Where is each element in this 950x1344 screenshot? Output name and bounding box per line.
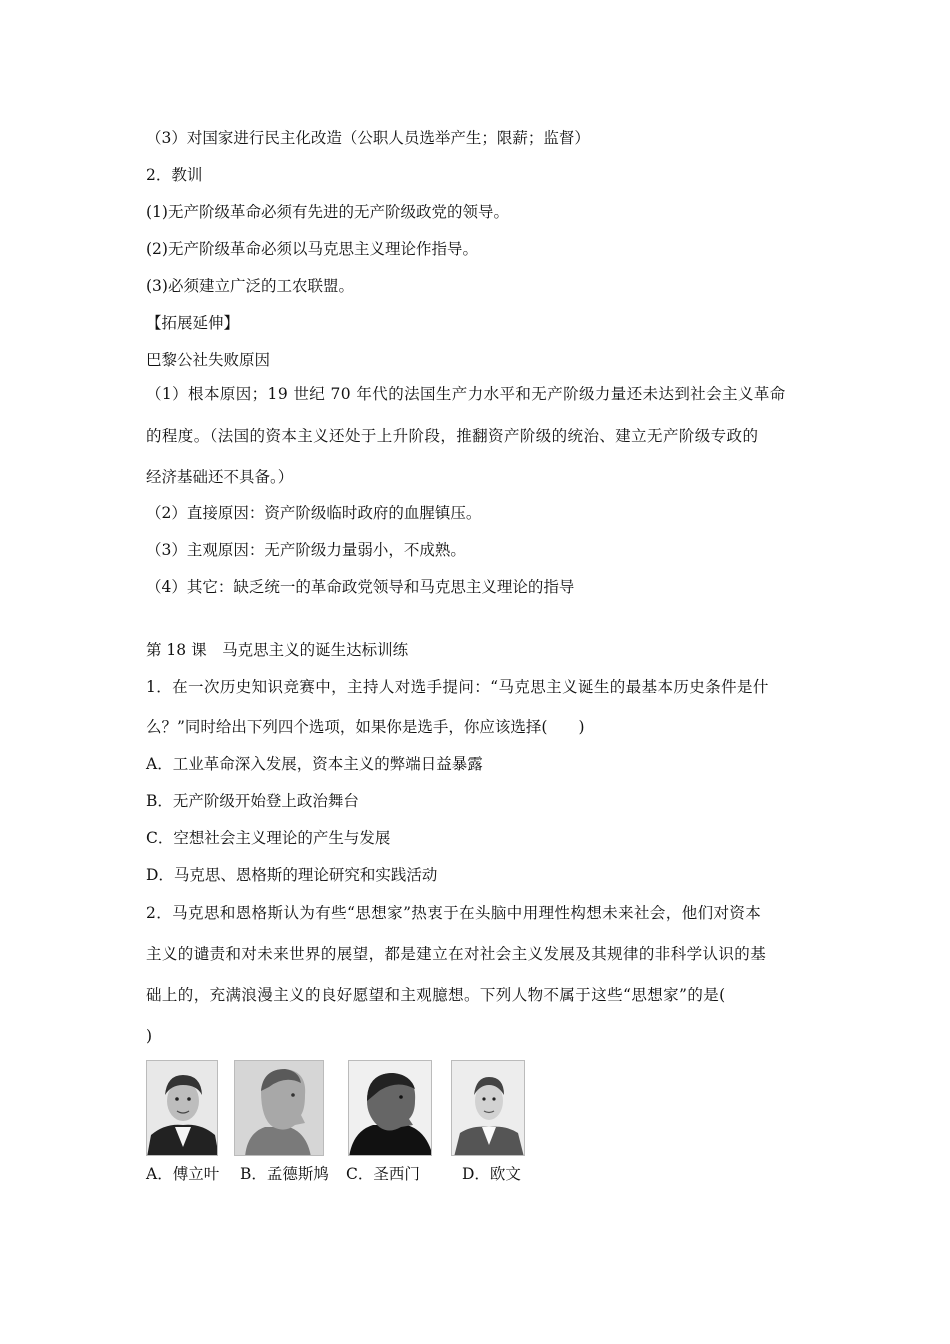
text-line: （4）其它：缺乏统一的革命政党领导和马克思主义理论的指导 [146,578,575,596]
text-line: (2)无产阶级革命必须以马克思主义理论作指导。 [146,240,478,258]
text-line: （1）根本原因；19 世纪 70 年代的法国生产力水平和无产阶级力量还未达到社会主义革命 [146,385,786,403]
question-1-option-b: B．无产阶级开始登上政治舞台 [146,792,359,810]
question-2-option-a: A．傅立叶 [146,1165,220,1183]
question-1-option-d: D．马克思、恩格斯的理论研究和实践活动 [146,866,438,884]
text-line: （3）主观原因：无产阶级力量弱小，不成熟。 [146,541,466,559]
question-2-text: 主义的谴责和对未来世界的展望，都是建立在对社会主义发展及其规律的非科学认识的基 [146,945,767,963]
question-2-option-c: C．圣西门 [346,1165,420,1183]
exercise-title: 第 18 课 马克思主义的诞生达标训练 [146,641,409,659]
portrait-image-d [451,1060,525,1156]
text-line: 经济基础还不具备。） [146,468,294,486]
section-heading: 【拓展延伸】 [146,314,240,332]
text-line: 的程度。（法国的资本主义还处于上升阶段，推翻资产阶级的统治、建立无产阶级专政的 [146,427,759,445]
text-line: 巴黎公社失败原因 [146,351,271,369]
question-2-text: 础上的，充满浪漫主义的良好愿望和主观臆想。下列人物不属于这些“思想家”的是( [146,986,726,1004]
question-2-text: ) [146,1027,153,1045]
question-2-option-b: B．孟德斯鸠 [240,1165,329,1183]
question-1-option-a: A．工业革命深入发展，资本主义的弊端日益暴露 [146,755,483,773]
text-line: 2．教训 [146,166,203,184]
text-line: (3)必须建立广泛的工农联盟。 [146,277,354,295]
text-line: （3）对国家进行民主化改造（公职人员选举产生；限薪；监督） [146,129,590,147]
question-2-text: 2．马克思和恩格斯认为有些“思想家”热衷于在头脑中用理性构想未来社会，他们对资本 [146,904,762,922]
portrait-image-a [146,1060,218,1156]
question-1-text: 1．在一次历史知识竞赛中，主持人对选手提问：“马克思主义诞生的最基本历史条件是什 [146,678,769,696]
text-line: （2）直接原因：资产阶级临时政府的血腥镇压。 [146,504,482,522]
question-2-option-d: D．欧文 [462,1165,521,1183]
question-1-option-c: C．空想社会主义理论的产生与发展 [146,829,391,847]
portrait-image-b [234,1060,324,1156]
question-1-text: 么？”同时给出下列四个选项，如果你是选手，你应该选择( ) [146,718,585,736]
text-line: (1)无产阶级革命必须有先进的无产阶级政党的领导。 [146,203,509,221]
portrait-image-c [348,1060,432,1156]
